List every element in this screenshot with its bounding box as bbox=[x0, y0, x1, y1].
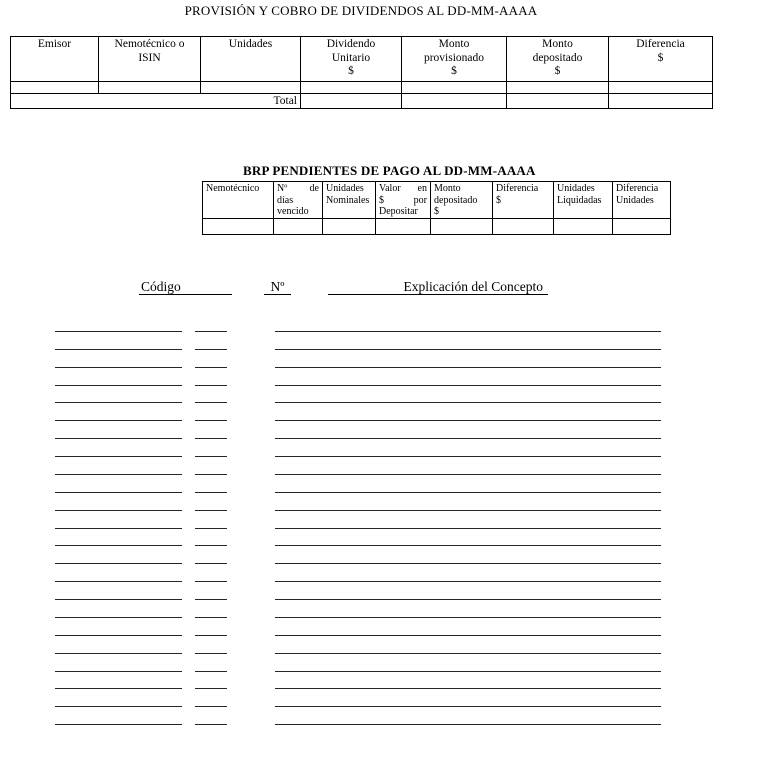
entry-line-numero bbox=[195, 653, 227, 654]
entry-line-codigo bbox=[55, 331, 182, 332]
entry-line-numero bbox=[195, 420, 227, 421]
entry-line-codigo bbox=[55, 599, 182, 600]
entry-line-numero bbox=[195, 724, 227, 725]
numero-heading: Nº bbox=[264, 279, 291, 295]
header-line: Unidades bbox=[616, 194, 654, 206]
entry-line-codigo bbox=[55, 706, 182, 707]
header-line: provisionado bbox=[423, 51, 485, 64]
brp-header-row bbox=[203, 182, 671, 219]
empty-cell bbox=[201, 82, 301, 94]
entry-line-explicacion bbox=[275, 420, 661, 421]
header-line: $ bbox=[657, 51, 664, 64]
empty-cell bbox=[402, 94, 507, 109]
entry-line-numero bbox=[195, 385, 227, 386]
header-line: Nominales bbox=[326, 194, 370, 206]
entry-line-codigo bbox=[55, 617, 182, 618]
brp-title: BRP PENDIENTES DE PAGO AL DD-MM-AAAA bbox=[243, 163, 536, 178]
empty-cell bbox=[274, 218, 323, 234]
entry-line-numero bbox=[195, 617, 227, 618]
entry-line-numero bbox=[195, 635, 227, 636]
entry-line-codigo bbox=[55, 581, 182, 582]
entry-line-codigo bbox=[55, 367, 182, 368]
entry-line-numero bbox=[195, 402, 227, 403]
entry-line-codigo bbox=[55, 545, 182, 546]
entry-line-numero bbox=[195, 545, 227, 546]
entry-line-explicacion bbox=[275, 653, 661, 654]
header-line: Monto bbox=[434, 183, 461, 194]
entry-line-codigo bbox=[55, 492, 182, 493]
header-line: depositado bbox=[434, 194, 478, 206]
header-line: $ bbox=[496, 194, 501, 206]
header-line: Diferencia bbox=[636, 38, 685, 50]
empty-cell bbox=[493, 218, 554, 234]
col-emisor bbox=[11, 37, 99, 82]
header-line: $ bbox=[434, 206, 439, 217]
entry-line-codigo bbox=[55, 724, 182, 725]
header-line: depositado bbox=[532, 51, 583, 64]
header-line: Unidades bbox=[557, 183, 595, 194]
entry-line-explicacion bbox=[275, 331, 661, 332]
entry-line-explicacion bbox=[275, 545, 661, 546]
codigo-heading: Código bbox=[139, 279, 232, 295]
entry-line-codigo bbox=[55, 420, 182, 421]
entry-line-codigo bbox=[55, 474, 182, 475]
entry-line-codigo bbox=[55, 528, 182, 529]
header-line: $ bbox=[451, 65, 457, 77]
explicacion-heading: Explicación del Concepto bbox=[328, 279, 548, 295]
empty-cell bbox=[99, 82, 201, 94]
col-nemotecnico-isin bbox=[99, 37, 201, 82]
entry-line-codigo bbox=[55, 402, 182, 403]
empty-cell bbox=[431, 218, 493, 234]
header-line: $ por bbox=[379, 194, 427, 206]
entry-line-numero bbox=[195, 474, 227, 475]
col-diferencia-pesos bbox=[493, 182, 554, 219]
dividendos-table bbox=[10, 36, 713, 109]
header-line: $ bbox=[348, 65, 354, 77]
entry-line-explicacion bbox=[275, 581, 661, 582]
header-line: Dividendo bbox=[326, 38, 376, 50]
header-line: Valor en bbox=[379, 183, 427, 194]
entry-line-explicacion bbox=[275, 402, 661, 403]
empty-cell bbox=[507, 94, 609, 109]
entry-line-explicacion bbox=[275, 671, 661, 672]
header-line: Liquidadas bbox=[557, 194, 602, 206]
entry-line-numero bbox=[195, 581, 227, 582]
col-unidades bbox=[201, 37, 301, 82]
entry-line-numero bbox=[195, 563, 227, 564]
entry-line-explicacion bbox=[275, 617, 661, 618]
entry-line-explicacion bbox=[275, 456, 661, 457]
empty-cell bbox=[376, 218, 431, 234]
entry-line-codigo bbox=[55, 349, 182, 350]
empty-cell bbox=[301, 82, 402, 94]
dividendos-header-row bbox=[11, 37, 713, 82]
entry-line-numero bbox=[195, 599, 227, 600]
col-monto-depositado bbox=[507, 37, 609, 82]
header-line: Diferencia bbox=[496, 183, 539, 194]
header-line: ISIN bbox=[138, 51, 161, 64]
col-dias-vencido bbox=[274, 182, 323, 219]
header-line: Unitario bbox=[331, 51, 371, 64]
entry-line-explicacion bbox=[275, 563, 661, 564]
entry-line-numero bbox=[195, 349, 227, 350]
entry-line-explicacion bbox=[275, 438, 661, 439]
entry-line-explicacion bbox=[275, 635, 661, 636]
col-valor-por-depositar bbox=[376, 182, 431, 219]
col-unidades-nominales bbox=[323, 182, 376, 219]
entry-line-explicacion bbox=[275, 688, 661, 689]
entry-line-explicacion bbox=[275, 367, 661, 368]
entry-line-codigo bbox=[55, 438, 182, 439]
header-line: $ bbox=[554, 65, 561, 77]
dividendos-empty-row bbox=[11, 82, 713, 94]
entry-line-codigo bbox=[55, 635, 182, 636]
col-nemotecnico bbox=[203, 182, 274, 219]
entry-line-numero bbox=[195, 510, 227, 511]
entry-line-explicacion bbox=[275, 349, 661, 350]
empty-cell bbox=[507, 82, 609, 94]
entry-line-explicacion bbox=[275, 599, 661, 600]
entry-line-numero bbox=[195, 456, 227, 457]
brp-empty-row bbox=[203, 218, 671, 234]
entry-line-numero bbox=[195, 528, 227, 529]
header-line: Unidades bbox=[228, 38, 273, 50]
header-line: Depositar bbox=[379, 206, 418, 217]
entry-line-explicacion bbox=[275, 528, 661, 529]
entry-line-numero bbox=[195, 367, 227, 368]
dividendos-title: PROVISIÓN Y COBRO DE DIVIDENDOS AL DD-MM-AAAA bbox=[184, 3, 538, 18]
entry-line-numero bbox=[195, 438, 227, 439]
header-line: Nemotécnico bbox=[206, 183, 260, 194]
header-line: días bbox=[277, 194, 294, 206]
col-diferencia-unidades bbox=[613, 182, 671, 219]
header-line: Diferencia bbox=[616, 183, 659, 194]
empty-cell bbox=[554, 218, 613, 234]
empty-cell bbox=[323, 218, 376, 234]
col-monto-provisionado bbox=[402, 37, 507, 82]
col-unidades-liquidadas bbox=[554, 182, 613, 219]
col-dividendo-unitario bbox=[301, 37, 402, 82]
total-label: Total bbox=[11, 94, 301, 109]
header-line: Emisor bbox=[37, 38, 72, 50]
header-line: Monto bbox=[438, 38, 470, 50]
header-line: Nº de bbox=[277, 183, 319, 194]
entry-line-codigo bbox=[55, 456, 182, 457]
entry-line-codigo bbox=[55, 510, 182, 511]
entry-line-codigo bbox=[55, 688, 182, 689]
empty-cell bbox=[301, 94, 402, 109]
entry-line-numero bbox=[195, 492, 227, 493]
header-line: Nemotécnico o bbox=[114, 38, 185, 50]
header-line: vencido bbox=[277, 206, 309, 217]
col-diferencia bbox=[609, 37, 713, 82]
brp-table bbox=[202, 181, 671, 235]
header-line: Monto bbox=[542, 38, 573, 50]
empty-cell bbox=[203, 218, 274, 234]
entry-line-numero bbox=[195, 706, 227, 707]
entry-line-codigo bbox=[55, 385, 182, 386]
entry-line-codigo bbox=[55, 671, 182, 672]
entry-line-explicacion bbox=[275, 510, 661, 511]
entry-line-codigo bbox=[55, 563, 182, 564]
entry-line-numero bbox=[195, 331, 227, 332]
empty-cell bbox=[11, 82, 99, 94]
entry-line-explicacion bbox=[275, 706, 661, 707]
empty-cell bbox=[609, 82, 713, 94]
entry-line-codigo bbox=[55, 653, 182, 654]
empty-cell bbox=[402, 82, 507, 94]
entry-line-numero bbox=[195, 671, 227, 672]
header-line: Unidades bbox=[326, 183, 364, 194]
empty-cell bbox=[613, 218, 671, 234]
empty-cell bbox=[609, 94, 713, 109]
entry-line-explicacion bbox=[275, 492, 661, 493]
col-monto-depositado bbox=[431, 182, 493, 219]
entry-line-explicacion bbox=[275, 385, 661, 386]
entry-line-explicacion bbox=[275, 724, 661, 725]
entry-line-numero bbox=[195, 688, 227, 689]
dividendos-total-row bbox=[11, 94, 713, 109]
entry-line-explicacion bbox=[275, 474, 661, 475]
